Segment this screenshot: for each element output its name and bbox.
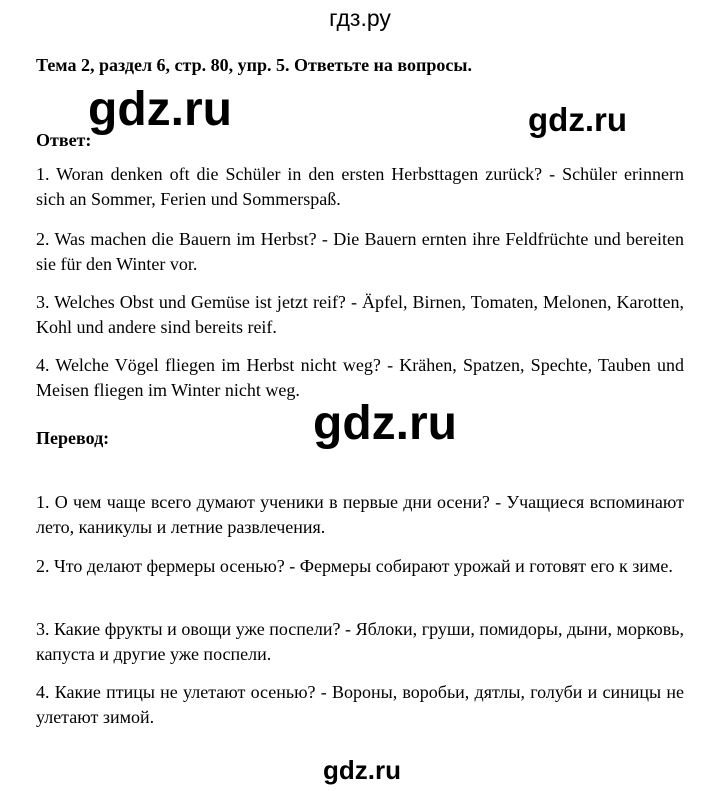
exercise-title: Тема 2, раздел 6, стр. 80, упр. 5. Ответьте на вопросы.	[36, 55, 472, 75]
watermark: gdz.ru	[323, 755, 401, 785]
site-header: гдз.ру	[329, 5, 391, 31]
answer-heading: Ответ:	[36, 130, 92, 150]
translation-item: 2. Что делают фермеры осенью? - Фермеры собирают урожай и готовят его к зиме.	[36, 556, 673, 576]
watermark: gdz.ru	[313, 397, 457, 450]
translation-item: 1. О чем чаще всего думают ученики в первые дни осени? - Учащиеся вспоминают лето, каникулы и летние развлечения.	[36, 492, 684, 537]
answer-item: 3. Welches Obst und Gemüse ist jetzt reif? - Äpfel, Birnen, Tomaten, Melonen, Karotten, Kohl und andere sind bereits reif.	[36, 292, 684, 337]
watermark: gdz.ru	[88, 83, 232, 136]
translation-heading: Перевод:	[36, 428, 110, 448]
answer-item: 4. Welche Vögel fliegen im Herbst nicht weg? - Krähen, Spatzen, Spechte, Tauben und Meisen fliegen im Winter nicht weg.	[36, 355, 684, 400]
answer-item: 1. Woran denken oft die Schüler in den ersten Herbsttagen zurück? - Schüler erinnern sich an Sommer, Ferien und Sommerspaß.	[36, 164, 684, 209]
answer-item: 2. Was machen die Bauern im Herbst? - Die Bauern ernten ihre Feldfrüchte und bereiten sie für den Winter vor.	[36, 229, 684, 274]
watermark: gdz.ru	[528, 101, 627, 138]
translation-item: 4. Какие птицы не улетают осенью? - Вороны, воробьи, дятлы, голуби и синицы не улетают зимой.	[36, 682, 684, 727]
translation-item: 3. Какие фрукты и овощи уже поспели? - Яблоки, груши, помидоры, дыни, морковь, капуста и другие уже поспели.	[36, 619, 684, 664]
